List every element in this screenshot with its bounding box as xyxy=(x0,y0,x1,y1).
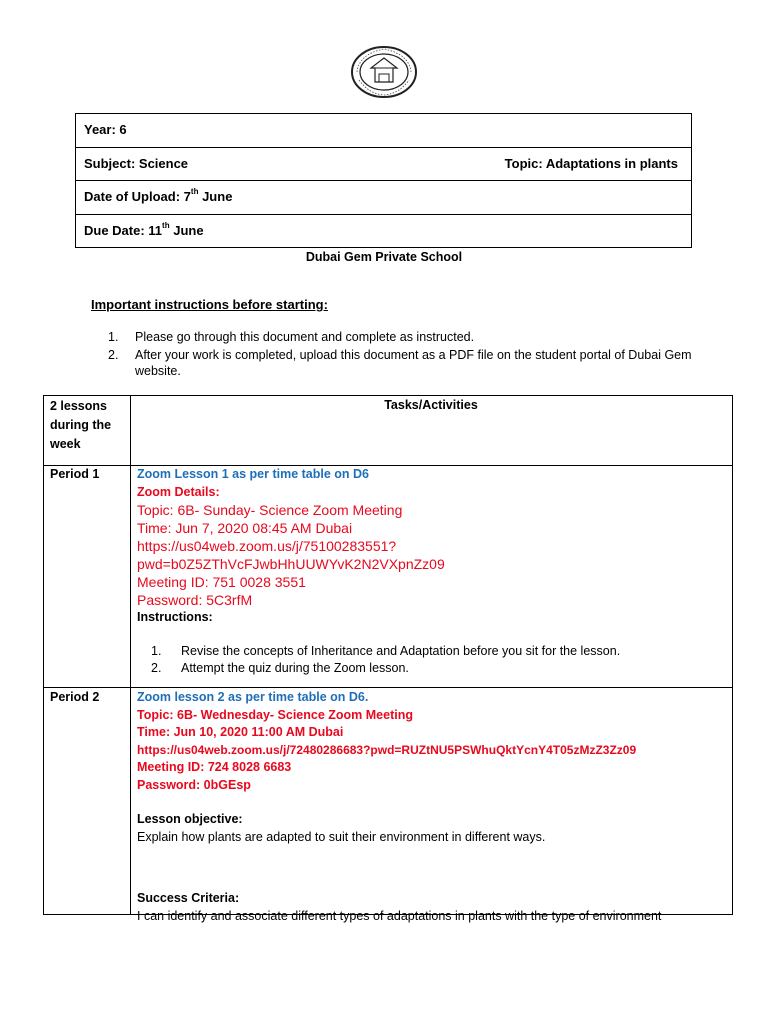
objective-label: Lesson objective: xyxy=(137,812,243,826)
subject-row xyxy=(76,148,691,182)
period-2-topic: Topic: 6B- Wednesday- Science Zoom Meeting xyxy=(137,707,413,722)
period-1-topic: Topic: 6B- Sunday- Science Zoom Meeting xyxy=(137,502,403,518)
period-1-content xyxy=(137,466,727,678)
period-2-password: Password: 0bGEsp xyxy=(137,777,251,792)
criteria-text: I can identify and associate different types of adaptations in plants with the type of environment xyxy=(137,908,662,923)
upload-date-row xyxy=(76,181,691,215)
due-date-text: Due Date: 11th June xyxy=(84,220,204,238)
due-date-row xyxy=(76,215,691,249)
school-name: Dubai Gem Private School xyxy=(305,250,463,264)
tasks-header: Tasks/Activities xyxy=(384,398,478,412)
period-1-url[interactable]: https://us04web.zoom.us/j/75100283551? pwd=b0Z5ZThVcFJwbHhUUWYvK2N2VXpnZz09 xyxy=(137,538,445,572)
period-2-time: Time: Jun 10, 2020 11:00 AM Dubai xyxy=(137,725,344,739)
criteria-label: Success Criteria: xyxy=(137,891,240,905)
period-2-url[interactable]: https://us04web.zoom.us/j/72480286683?pwd=RUZtNU5PSWhuQktYcnY4T05zMzZ3Zz09 xyxy=(137,742,637,757)
subject-text: Subject: Science xyxy=(84,155,189,171)
objective-text: Explain how plants are adapted to suit their environment in different ways. xyxy=(137,829,546,844)
period-2-meeting-id: Meeting ID: 724 8028 6683 xyxy=(137,760,292,774)
period-1-time: Time: Jun 7, 2020 08:45 AM Dubai xyxy=(137,520,353,536)
school-crest-logo xyxy=(349,44,419,100)
instructions-heading: Important instructions before starting: xyxy=(91,297,328,312)
year-row xyxy=(76,114,691,148)
period-2-content xyxy=(137,689,729,925)
upload-date-text: Date of Upload: 7th June xyxy=(84,187,233,204)
period-1-instructions-label: Instructions: xyxy=(137,610,213,624)
period-1-instructions-list xyxy=(137,643,727,678)
period-1-password: Password: 5C3rfM xyxy=(137,592,253,608)
list-item: 2. After your work is completed, upload this document as a PDF file on the student portal of Dubai Gem website. xyxy=(108,348,692,378)
lessons-header: 2 lessons during the week xyxy=(50,399,112,451)
list-item: 2. Attempt the quiz during the Zoom lesson. xyxy=(151,661,409,675)
period-1-title: Zoom Lesson 1 as per time table on D6 xyxy=(137,467,370,481)
list-item: 1. Revise the concepts of Inheritance and Adaptation before you sit for the lesson. xyxy=(151,643,621,658)
list-item: 1. Please go through this document and complete as instructed. xyxy=(108,330,475,344)
period-1-label: Period 1 xyxy=(50,467,100,481)
year-text: Year: 6 xyxy=(84,122,127,137)
period-2-title: Zoom lesson 2 as per time table on D6. xyxy=(137,690,369,704)
lessons-table xyxy=(43,395,733,923)
zoom-details-label: Zoom Details: xyxy=(137,484,220,499)
info-table xyxy=(75,113,692,248)
instructions-list xyxy=(108,329,708,381)
period-1-meeting-id: Meeting ID: 751 0028 3551 xyxy=(137,574,306,590)
period-2-label: Period 2 xyxy=(50,690,100,704)
topic-text: Topic: Adaptations in plants xyxy=(504,155,678,171)
